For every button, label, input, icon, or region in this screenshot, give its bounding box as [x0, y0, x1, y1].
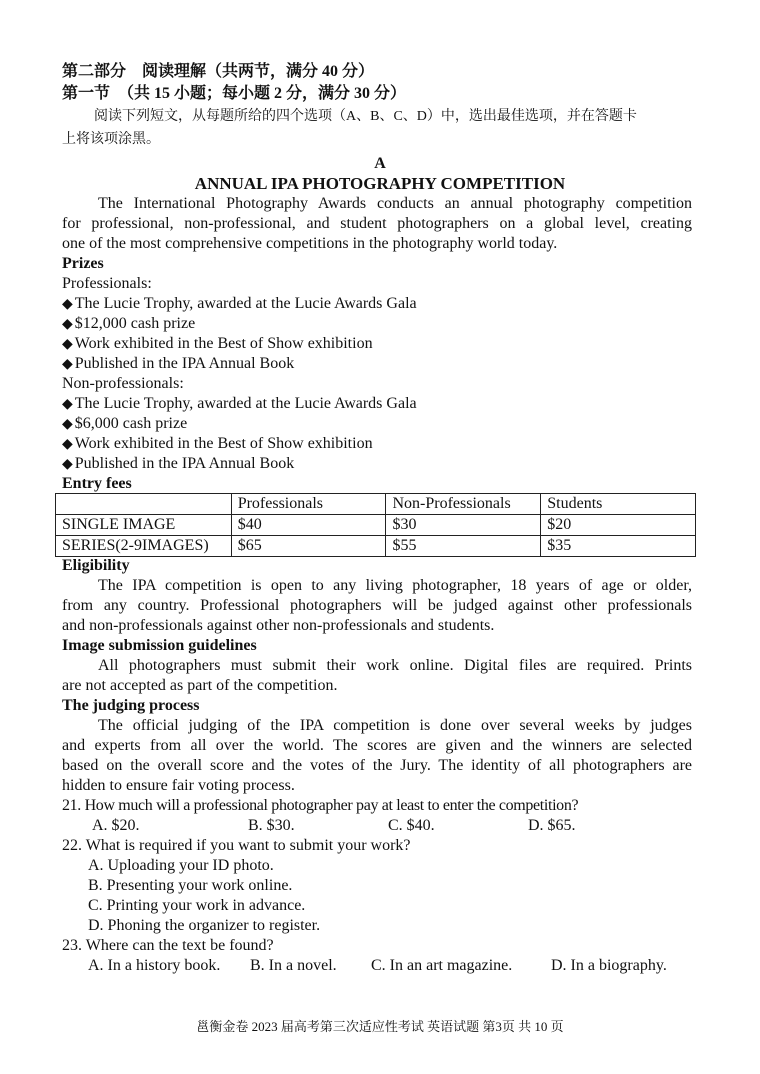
eligibility-line-2: from any country. Professional photographers will be judged against other professionals — [62, 597, 692, 614]
fees-heading: Entry fees — [62, 475, 132, 492]
passage-title: ANNUAL IPA PHOTOGRAPHY COMPETITION — [194, 174, 566, 193]
question-22-option-c: C. Printing your work in advance. — [88, 897, 306, 914]
question-23-option-d: D. In a biography. — [551, 957, 667, 974]
part-title: 第二部分 阅读理解（共两节，满分 40 分） — [62, 63, 375, 80]
intro-line-2: for professional, non-professional, and student photographers on a global level, creating — [62, 215, 692, 232]
table-cell: SINGLE IMAGE — [56, 515, 232, 536]
judging-line-2: and experts from all over the world. The scores are given and the winners are selected — [62, 737, 692, 754]
submission-heading: Image submission guidelines — [62, 637, 257, 654]
nonprof-item: ◆ Published in the IPA Annual Book — [62, 454, 294, 475]
question-21-stem: 21. How much will a professional photographer pay at least to enter the competition? — [62, 797, 579, 814]
intro-line-3: one of the most comprehensive competitions in the photography world today. — [62, 235, 558, 252]
professionals-item: ◆ The Lucie Trophy, awarded at the Lucie Awards Gala — [62, 294, 417, 315]
passage-label: A — [374, 155, 386, 172]
professionals-item: ◆ Published in the IPA Annual Book — [62, 354, 294, 375]
table-header-cell: Non-Professionals — [386, 494, 541, 515]
submission-line-1: All photographers must submit their work online. Digital files are required. Prints — [98, 657, 692, 674]
judging-heading: The judging process — [62, 697, 200, 714]
professionals-label: Professionals: — [62, 275, 152, 292]
question-22-option-b: B. Presenting your work online. — [88, 877, 293, 894]
table-cell: $55 — [386, 536, 541, 557]
question-21-option-b: B. $30. — [248, 817, 295, 834]
entry-fees-table — [55, 493, 696, 557]
judging-line-4: hidden to ensure fair voting process. — [62, 777, 295, 794]
judging-line-3: based on the overall score and the votes of the Jury. The identity of all photographers are — [62, 757, 692, 774]
table-cell: SERIES(2-9IMAGES) — [56, 536, 232, 557]
question-23-option-a: A. In a history book. — [88, 957, 221, 974]
nonprof-label: Non-professionals: — [62, 375, 184, 392]
question-22-option-d: D. Phoning the organizer to register. — [88, 917, 321, 934]
table-header-cell: Professionals — [231, 494, 386, 515]
nonprof-item: ◆ $6,000 cash prize — [62, 414, 187, 435]
nonprof-item: ◆ The Lucie Trophy, awarded at the Lucie Awards Gala — [62, 394, 417, 415]
table-cell: $40 — [231, 515, 386, 536]
intro-line-1: The International Photography Awards conducts an annual photography competition — [98, 195, 692, 212]
question-21-option-d: D. $65. — [528, 817, 576, 834]
table-row — [56, 515, 696, 536]
question-23-stem: 23. Where can the text be found? — [62, 937, 274, 954]
eligibility-heading: Eligibility — [62, 557, 130, 574]
table-header-cell: Students — [541, 494, 696, 515]
prizes-heading: Prizes — [62, 255, 104, 272]
table-cell: $30 — [386, 515, 541, 536]
question-21-option-a: A. $20. — [92, 817, 140, 834]
table-cell: $65 — [231, 536, 386, 557]
nonprof-item: ◆ Work exhibited in the Best of Show exhibition — [62, 434, 373, 455]
judging-line-1: The official judging of the IPA competition is done over several weeks by judges — [98, 717, 692, 734]
eligibility-line-1: The IPA competition is open to any living photographer, 18 years of age or older, — [98, 577, 692, 594]
eligibility-line-3: and non-professionals against other non-professionals and students. — [62, 617, 495, 634]
table-cell — [56, 494, 232, 515]
question-22-option-a: A. Uploading your ID photo. — [88, 857, 274, 874]
instruction-line-2: 上将该项涂黑。 — [62, 132, 160, 147]
table-header-row — [56, 494, 696, 515]
table-cell: $20 — [541, 515, 696, 536]
question-23-option-b: B. In a novel. — [250, 957, 337, 974]
professionals-item: ◆ $12,000 cash prize — [62, 314, 195, 335]
instruction-line-1: 阅读下列短文，从每题所给的四个选项（A、B、C、D）中，选出最佳选项，并在答题卡 — [94, 109, 637, 124]
page-footer: 邕衡金卷 2023 届高考第三次适应性考试 英语试题 第3页 共 10 页 — [196, 1019, 564, 1034]
question-22-stem: 22. What is required if you want to submit your work? — [62, 837, 411, 854]
professionals-item: ◆ Work exhibited in the Best of Show exhibition — [62, 334, 373, 355]
question-23-option-c: C. In an art magazine. — [371, 957, 513, 974]
question-21-option-c: C. $40. — [388, 817, 435, 834]
table-row — [56, 536, 696, 557]
section-title: 第一节 （共 15 小题；每小题 2 分，满分 30 分） — [62, 85, 407, 102]
table-cell: $35 — [541, 536, 696, 557]
submission-line-2: are not accepted as part of the competition. — [62, 677, 338, 694]
